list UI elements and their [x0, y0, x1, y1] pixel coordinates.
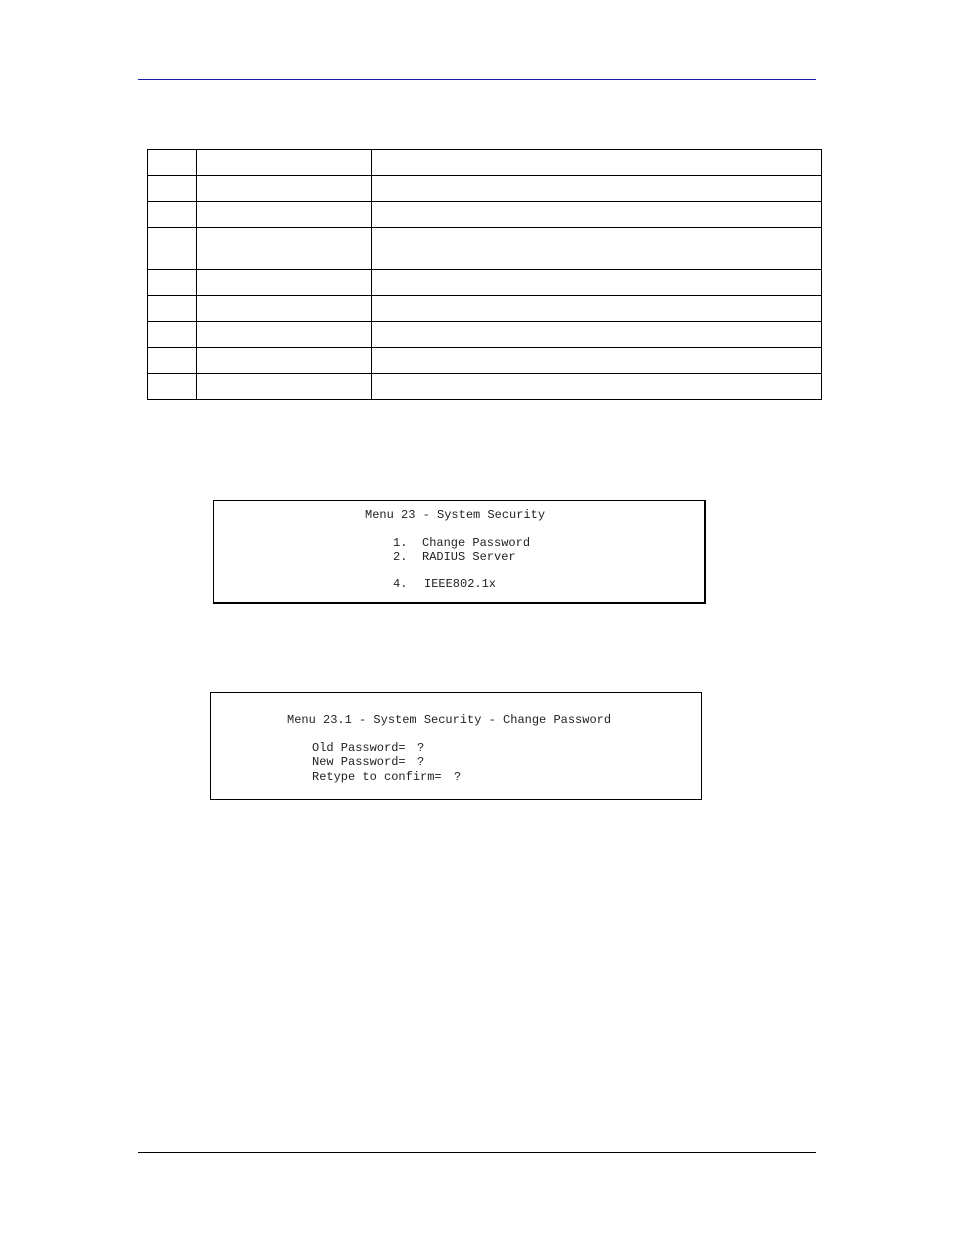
- table-cell-description: [372, 322, 822, 348]
- header-rule: [138, 79, 816, 80]
- menu-23-screen: [213, 500, 706, 604]
- old-password-label: Old Password=: [312, 741, 406, 755]
- table-cell-description: [372, 296, 822, 322]
- field-description-table: [147, 149, 822, 400]
- retype-password-field[interactable]: ?: [454, 770, 462, 784]
- menu-item-number: 4.: [393, 577, 408, 591]
- table-cell-field: [197, 322, 372, 348]
- table-cell-description: [372, 374, 822, 400]
- retype-password-label: Retype to confirm=: [312, 770, 442, 784]
- table-cell-field: [197, 228, 372, 270]
- menu-item-radius-server[interactable]: RADIUS Server: [422, 550, 516, 564]
- table-cell-field: [197, 374, 372, 400]
- table-cell-number: [148, 348, 197, 374]
- new-password-label: New Password=: [312, 755, 406, 769]
- table-cell-field: [197, 202, 372, 228]
- menu-23-1-title: Menu 23.1 - System Security - Change Password: [287, 713, 612, 727]
- menu-23-1-screen: [210, 692, 702, 800]
- table-cell-number: [148, 228, 197, 270]
- table-cell-field: [197, 270, 372, 296]
- table-cell-number: [148, 322, 197, 348]
- table-cell-description: [372, 348, 822, 374]
- table-cell-description: [372, 176, 822, 202]
- table-row: [148, 228, 822, 270]
- table-cell-number: [148, 202, 197, 228]
- menu-item-number: 1.: [393, 536, 408, 550]
- table-cell-field: [197, 296, 372, 322]
- table-cell-field: [197, 348, 372, 374]
- old-password-field[interactable]: ?: [417, 741, 425, 755]
- table-cell-description: [372, 202, 822, 228]
- footer-rule: [138, 1152, 816, 1153]
- table-cell-field: [197, 150, 372, 176]
- table-row: [148, 176, 822, 202]
- table-cell-description: [372, 228, 822, 270]
- table-cell-description: [372, 270, 822, 296]
- table-row: [148, 270, 822, 296]
- new-password-field[interactable]: ?: [417, 755, 425, 769]
- table-row: [148, 322, 822, 348]
- menu-item-change-password[interactable]: Change Password: [422, 536, 531, 550]
- table-row: [148, 296, 822, 322]
- table-row: [148, 374, 822, 400]
- menu-item-ieee8021x[interactable]: IEEE802.1x: [424, 577, 497, 591]
- table-cell-number: [148, 176, 197, 202]
- table-cell-number: [148, 270, 197, 296]
- menu-23-title: Menu 23 - System Security: [365, 508, 546, 522]
- table-row: [148, 150, 822, 176]
- table-cell-number: [148, 150, 197, 176]
- menu-item-number: 2.: [393, 550, 408, 564]
- table-row: [148, 202, 822, 228]
- table-cell-description: [372, 150, 822, 176]
- table-cell-number: [148, 374, 197, 400]
- table-row: [148, 348, 822, 374]
- table-cell-number: [148, 296, 197, 322]
- table-cell-field: [197, 176, 372, 202]
